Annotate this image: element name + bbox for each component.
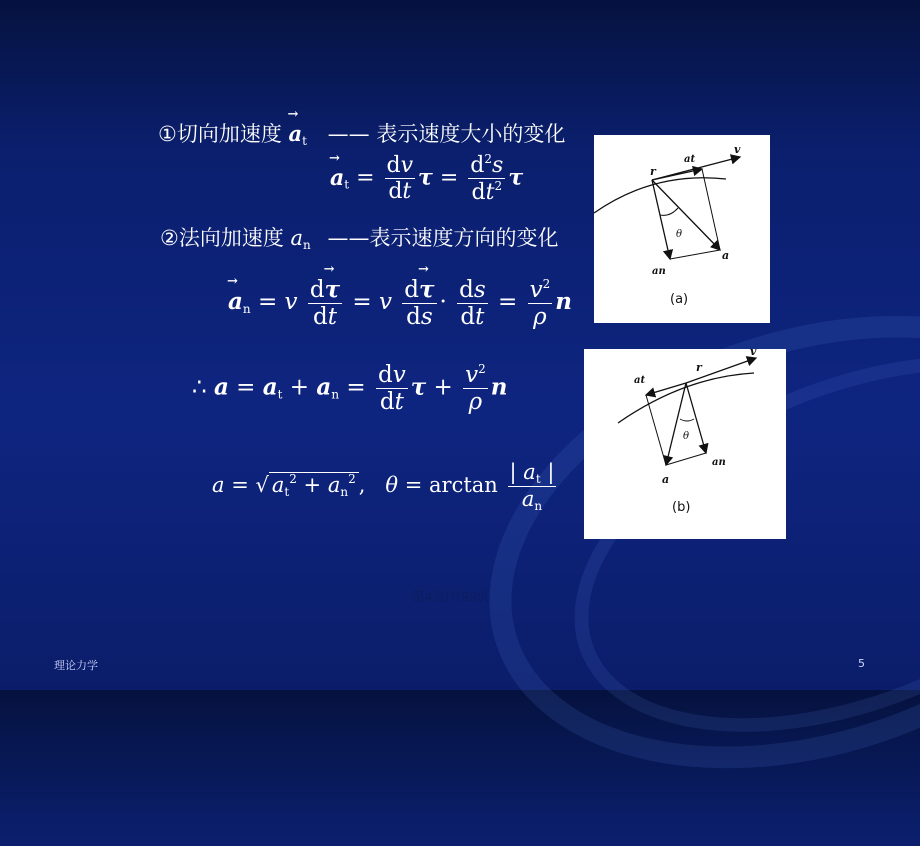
normal-symbol: $a_n$ (290, 226, 311, 252)
theta-arc (680, 419, 694, 421)
normal-accel-vector (686, 383, 706, 453)
heading-normal-label: ②法向加速度 (160, 226, 284, 250)
label-theta: θ (683, 431, 690, 442)
total-accel-vector (666, 383, 686, 465)
figure-b (584, 349, 786, 539)
figure-b-diagram (584, 349, 786, 539)
label-an: an (652, 266, 666, 277)
formula-magnitude: a = √ $a_t^2 + a_n^2$ , θ = arctan $\frac{| a_t |}{a_n}$ (212, 460, 555, 513)
heading-tangential-label: ①切向加速度 (158, 122, 282, 146)
figure-b-caption: (b) (672, 500, 691, 515)
label-a: a (662, 473, 670, 486)
heading-normal-dash: —— (327, 226, 370, 250)
footer-page-number: 5 (858, 657, 865, 670)
label-at: at (634, 375, 646, 386)
formula-total: ∴ $a = a_t + a_n$ = $\frac{dv}{dt}$ τ + $\frac{v^2}{\rho}$ n (192, 362, 508, 415)
parallelogram-side (670, 250, 720, 259)
footer-course-name: 理论力学 (54, 659, 98, 672)
figure-a-diagram (594, 135, 770, 323)
figure-a-caption: (a) (670, 292, 689, 307)
label-r: r (650, 165, 656, 178)
heading-tangential-desc: 表示速度大小的变化 (376, 122, 566, 146)
figure-a (594, 135, 770, 323)
heading-tangential (158, 118, 565, 148)
formula-normal: → $a_n = v$ $\frac{d\to \tau}{dt}$ = v $\frac{d\to \tau}{ds}$ · $\frac{ds}{dt}$ = $\frac{v^2}{\rho}$ n (228, 276, 572, 330)
heading-normal (160, 222, 558, 252)
parallelogram-side (666, 453, 706, 465)
formula-tangential: → $a_t$ = $\frac{dv}{dt}$ τ = $\frac{d^2s}{dt^2}$ τ (330, 152, 523, 205)
page-marker: 第4页/共99页 (412, 589, 490, 604)
parallelogram-side (702, 169, 720, 250)
trajectory-curve (594, 178, 726, 213)
label-a: a (722, 249, 730, 262)
heading-tangential-dash: —— (327, 122, 370, 146)
label-r: r (696, 361, 702, 374)
label-theta: θ (676, 229, 683, 240)
label-at: at (684, 154, 696, 165)
label-v: v (750, 349, 757, 358)
theta-arc (660, 208, 678, 215)
heading-normal-desc: 表示速度方向的变化 (369, 226, 559, 250)
parallelogram-side (646, 395, 666, 465)
tangential-symbol: → $a_t$ (289, 122, 307, 146)
label-an: an (712, 457, 726, 468)
label-v: v (734, 143, 741, 156)
normal-accel-vector (652, 180, 670, 259)
